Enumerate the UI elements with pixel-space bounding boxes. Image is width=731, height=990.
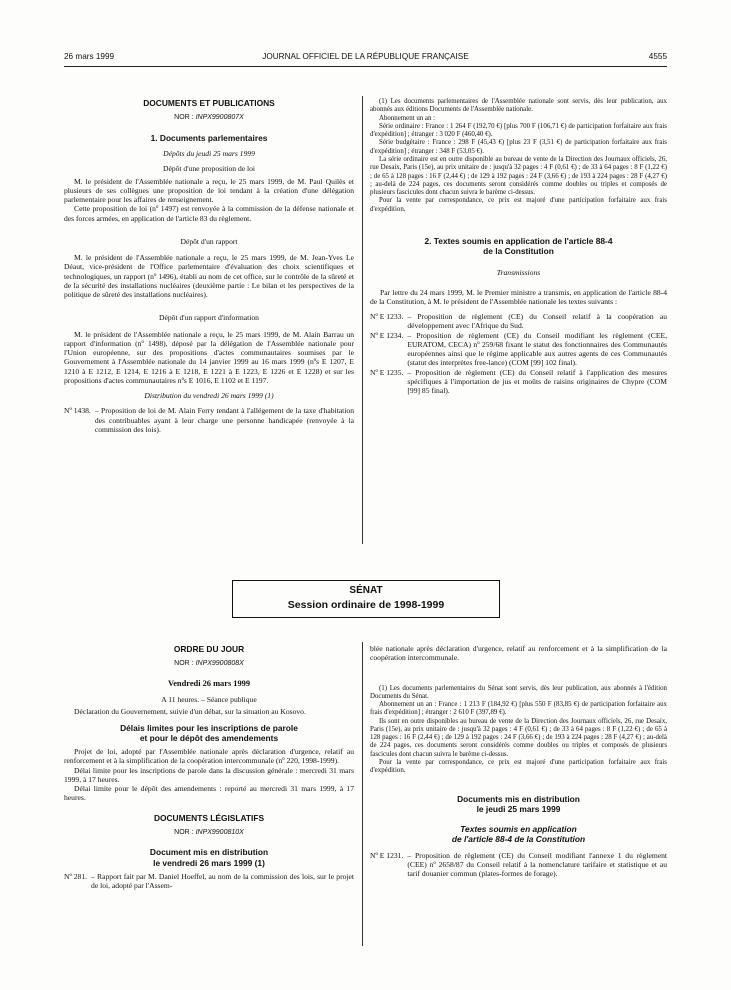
footnote-block: (1) Les documents parlementaires de l'Assemblée nationale sont servis, dès leur publication, aux abonnés aux éditions Documents de l'Assemblée nationale. Abonnement un an : Série ordinaire : France : 1 264 F (192,70 €) [plus 700 F (106,71 €) de participation forfaitaire aux frais d'expédition] ; étranger : 3 020 F (460,40 €). Série budgétaire : France : 298 F (45,43 €) [plus 23 F (3,51 €) de participation forfaitaire aux frais d'expédition] ; étranger : 348 F (53,05 €). La série ordinaire est en outre disponible au bureau de vente de la Direction des Journaux officiels, 26, rue Desaix, Paris (15e), au prix unitaire de : jusqu'à 32 pages : 4 F (0,61 €) ; de 33 à 64 pages : 8 F (1,22 €) ; de 65 à 128 pages : 16 F (2,44 €) ; de 129 à 192 pages : 24 F (3,66 €) ; de 193 à 224 pages : 28 F (4,27 €) ; au-delà de 224 pages, ces documents seront considérés comme doubles ou triples et composés de plusieurs fascicules dont chacun suivra le barème ci-dessus. Pour la vente par correspondance, ce prix est majoré d'une participation forfaitaire aux frais d'expédition. xyxy=(370,98,667,213)
senat-session: Session ordinaire de 1998-1999 xyxy=(287,599,445,612)
paragraph: Projet de loi, adopté par l'Assemblée nationale après déclaration d'urgence, relatif au renforcement et à la simplification de la coopération intercommunale (nº 220, 1998-1999). xyxy=(64,747,354,766)
transmissions-heading: Transmissions xyxy=(496,268,541,278)
senat-banner xyxy=(232,580,500,618)
paragraph: M. le président de l'Assemblée nationale a reçu, le 25 mars 1999, de M. Alain Barrau un rapport d'information (nº 1498), déposé par la délégation de l'Assemblée nationale pour l'Union européenne, sur des propositions d'actes communautaires soumises par le Gouvernement à l'Assemblée nationale du 14 janvier 1999 au 16 mars 1999 (nºs E 1207, E 1210 à E 1212, E 1214, E 1216 à E 1218, E 1221 à E 1223, E 1226 et E 1228) et sur les propositions d'actes communautaires nºs E 1016, E 1102 et E 1197. xyxy=(64,329,354,385)
right-bottom-column xyxy=(370,644,667,944)
subsection-title-line2: de la Constitution xyxy=(483,246,554,257)
paragraph: Déclaration du Gouvernement, suivie d'un débat, sur la situation au Kosovo. xyxy=(74,707,306,717)
documents-distribution-heading-line2: le jeudi 25 mars 1999 xyxy=(476,803,561,814)
distribution-date: Distribution du vendredi 26 mars 1999 (1) xyxy=(144,391,274,401)
left-top-column xyxy=(64,98,354,538)
right-top-column xyxy=(370,98,667,544)
paragraph-continuation: blée nationale après déclaration d'urgence, relatif au renforcement et à la simplification de la coopération intercommunale. xyxy=(370,644,667,663)
list-item: Nº E 1231. – Proposition de règlement (CE) du Conseil modifiant l'annexe 1 du règlement (CEE) nº 2658/87 du Conseil relatif à la nomenclature tarifaire et statistique et au tarif douanier commun (plates-formes de forage). xyxy=(370,850,667,879)
header-rule xyxy=(64,66,667,67)
subheading: Dépôt d'une proposition de loi xyxy=(162,164,256,174)
paragraph: Par lettre du 24 mars 1999, M. le Premier ministre a transmis, en application de l'article 88-4 de la Constitution, à M. le président de l'Assemblée nationale les textes suivants : xyxy=(370,287,667,306)
paragraph: Délai limite pour le dépôt des amendements : reporté au mercredi 31 mars 1999, à 17 heures. xyxy=(64,784,354,803)
paragraph: M. le président de l'Assemblée nationale a reçu, le 25 mars 1999, de M. Paul Quilès et plusieurs de ses collègues une proposition de loi tendant à la création d'une délégation parlementaire pour les affaires de renseignement. xyxy=(64,176,354,205)
depots-date: Dépôts du jeudi 25 mars 1999 xyxy=(163,149,255,159)
paragraph: Cette proposition de loi (nº 1497) est renvoyée à la commission de la défense nationale et des forces armées, en application de l'article 83 du règlement. xyxy=(64,204,354,223)
document-distribution-heading-line2: le vendredi 26 mars 1999 (1) xyxy=(153,857,265,868)
paragraph: Délai limite pour les inscriptions de parole dans la discussion générale : mercredi 31 mars 1999, à 17 heures. xyxy=(64,765,354,784)
list-item: Nº 281. – Rapport fait par M. Daniel Hoeffel, au nom de la commission des lois, sur le projet de loi, adopté par l'Assem- xyxy=(64,871,354,891)
subheading: Dépôt d'un rapport d'information xyxy=(159,313,259,323)
column-rule xyxy=(362,96,363,544)
nor-reference: NOR : INPX9900807X xyxy=(174,114,244,122)
subsection-title: 2. Textes soumis en application de l'article 88-4 xyxy=(424,235,613,246)
column-rule xyxy=(362,642,363,946)
list-item: Nº E 1233. – Proposition de règlement (CE) du Conseil relatif à la coopération au développement avec l'Afrique du Sud. xyxy=(370,312,667,331)
seance-time: A 11 heures. – Séance publique xyxy=(161,695,257,705)
subsection-title: 1. Documents parlementaires xyxy=(150,132,268,143)
documents-legislatifs-title: DOCUMENTS LÉGISLATIFS xyxy=(153,812,265,823)
footnote-block: (1) Les documents parlementaires du Sénat sont servis, dès leur publication, aux abonnés à l'édition Documents du Sénat. Abonnement un an : France : 1 213 F (184,92 €) [plus 550 F (83,85 €) de participation forfaitaire aux frais d'expédition] ; étranger : 2 610 F (397,89 €). Ils sont en outre disponibles au bureau de vente de la Direction des Journaux officiels, 26, rue Desaix, Paris (15e), au prix unitaire de : jusqu'à 32 pages : 4 F (0,61 €) ; de 33 à 64 pages : 8 F (1,22 €) ; de 65 à 128 pages : 16 F (2,44 €) ; de 129 à 192 pages : 24 F (3,66 €) ; de 193 à 224 pages : 28 F (4,27 €) ; au-delà de 224 pages, ces documents seront considérés comme doubles ou triples et composés de plusieurs fascicules dont chacun suivra le barème ci-dessus. Pour la vente par correspondance, ce prix est majoré d'une participation forfaitaire aux frais d'expédition. xyxy=(370,684,667,775)
subheading: Dépôt d'un rapport xyxy=(180,236,238,246)
header-date: 26 mars 1999 xyxy=(64,52,115,61)
list-item: Nº E 1234. – Proposition de règlement (CE) du Conseil modifiant les règlement (CEE, EURATOM, CECA) nº 259/68 fixant le statut des fonctionnaires des Communautés européennes ainsi que le régime applicable aux autres agents de ces Communautés (statut des interprètes free-lance) (COM [99] 102 final). xyxy=(370,330,667,368)
left-bottom-column xyxy=(64,644,354,944)
ordre-du-jour-title: ORDRE DU JOUR xyxy=(173,644,245,654)
nor-reference: NOR : INPX9900808X xyxy=(174,660,244,668)
delais-heading: Délais limites pour les inscriptions de parole xyxy=(120,722,298,733)
seance-date: Vendredi 26 mars 1999 xyxy=(167,678,251,688)
senat-title: SÉNAT xyxy=(349,585,383,596)
header-page-number: 4555 xyxy=(648,52,667,61)
page-header xyxy=(64,52,667,64)
nor-reference: NOR : INPX9900810X xyxy=(174,828,244,836)
header-journal-title: JOURNAL OFFICIEL DE LA RÉPUBLIQUE FRANÇAISE xyxy=(262,52,469,61)
documents-distribution-heading: Documents mis en distribution xyxy=(457,793,580,804)
section-title: DOCUMENTS ET PUBLICATIONS xyxy=(143,98,275,108)
delais-heading-line2: et pour le dépôt des amendements xyxy=(139,732,279,743)
textes-soumis-heading: Textes soumis en application xyxy=(460,824,577,835)
list-item: Nº E 1235. – Proposition de règlement (CE) du Conseil relatif à l'application des mesures spécifiques à l'importation de jus et moûts de raisins originaires de Chypre (COM [99] 85 final). xyxy=(370,367,667,396)
document-distribution-heading: Document mis en distribution xyxy=(149,847,269,858)
list-item: Nº 1438. – Proposition de loi de M. Alain Ferry tendant à l'allégement de la taxe d'habitation des contribuables ayant à leur charge une personne handicapée (renvoyée à la commission des lois). xyxy=(64,406,354,434)
textes-soumis-heading-line2: de l'article 88-4 de la Constitution xyxy=(451,834,586,845)
paragraph: M. le président de l'Assemblée nationale a reçu, le 25 mars 1999, de M. Jean-Yves Le Déaut, vice-président de l'Office parlementaire d'évaluation des choix scientifiques et technologiques, un rapport (nº 1496), établi au nom de cet office, sur le contrôle de la sûreté et de la sécurité des installations nucléaires (deuxième partie : Le bilan et les perspectives de la politique de sûreté des installations nucléaires). xyxy=(64,253,354,300)
